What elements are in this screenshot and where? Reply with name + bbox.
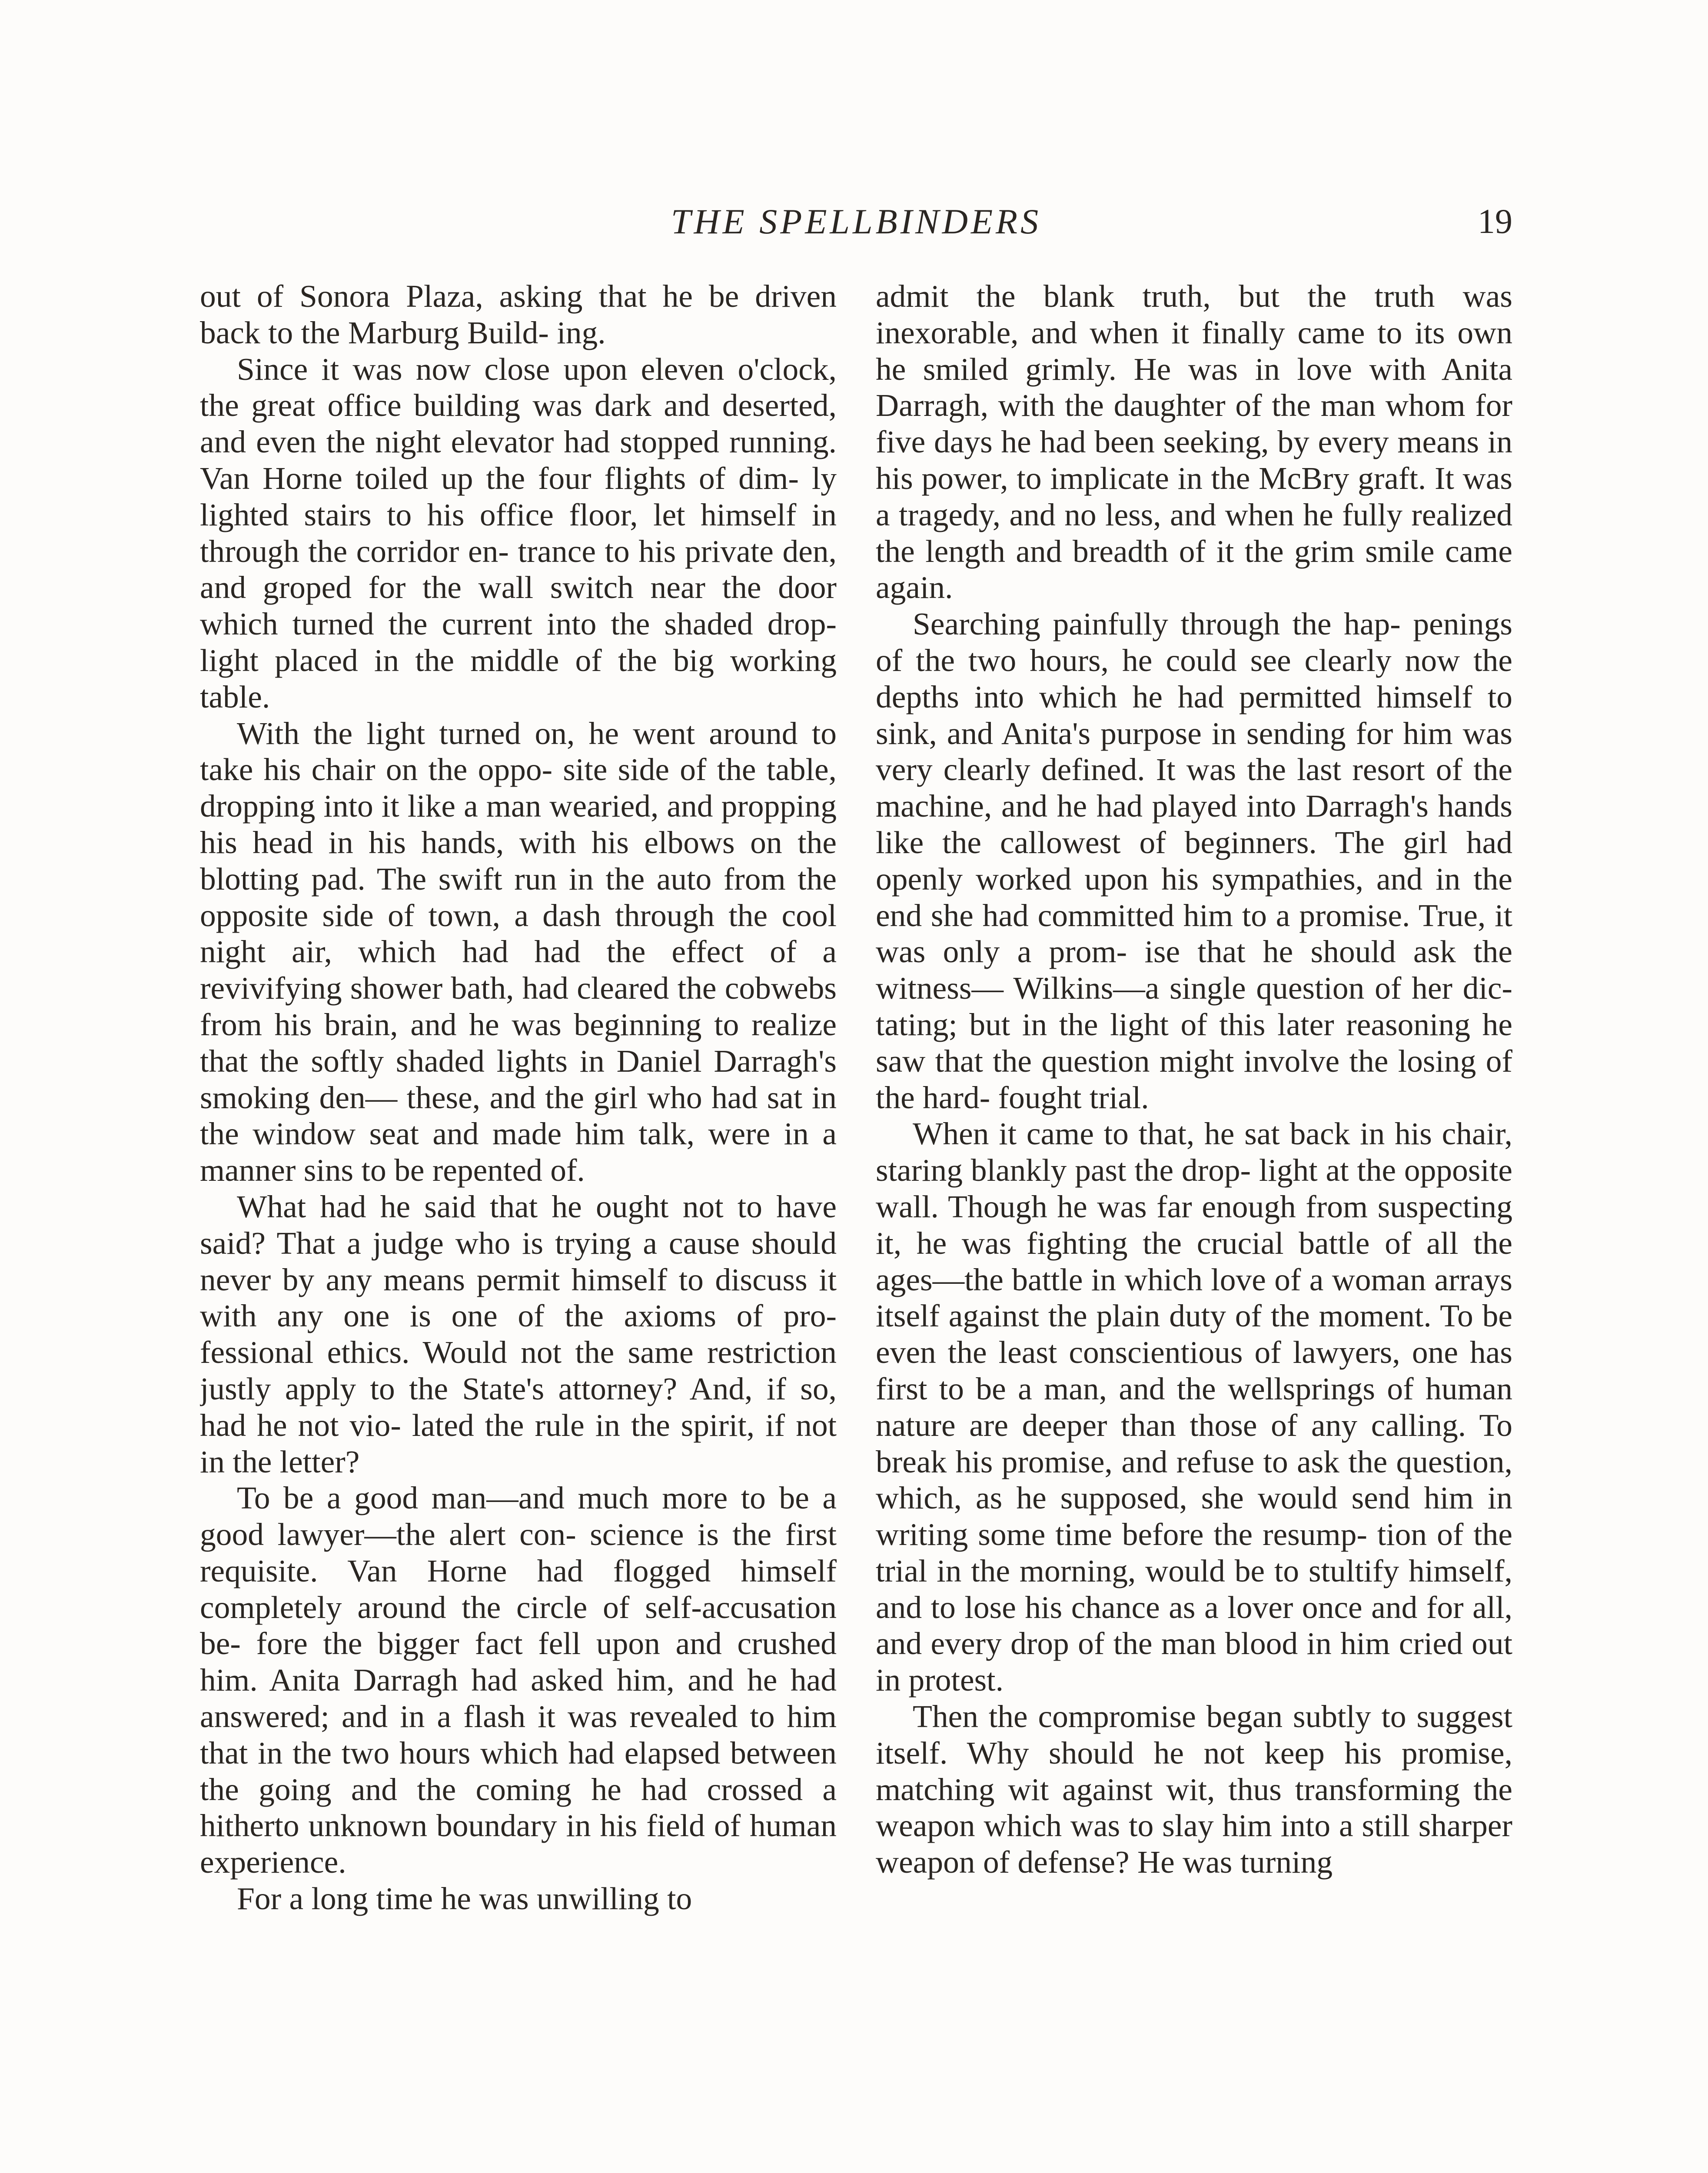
page-number: 19 — [1478, 203, 1512, 241]
paragraph: Searching painfully through the hap- penings of the two hours, he could see clearly now the depths into which he had permitted himself to sink, and Anita's purpose in sending for him was very clearly defined. It was the last resort of the machine, and he had played into Darragh's hands like the callowest of beginners. The girl had openly worked upon his sympathies, and in the end she had committed him to a promise. True, it was only a prom- ise that he should ask the witness— Wilkins—a single question of her dic- tating; but in the light of this later reasoning he saw that the question might involve the losing of the hard- fought trial. — [876, 606, 1512, 1115]
paragraph: Since it was now close upon eleven o'clock, the great office building was dark and deserted, and even the night elevator had stopped running. Van Horne toiled up the four flights of dim- ly lighted stairs to his office floor, let himself in through the corridor en- trance to his private den, and groped for the wall switch near the door which turned the current into the shaded drop- light placed in the middle of the big working table. — [200, 351, 837, 714]
paragraph: To be a good man—and much more to be a good lawyer—the alert con- science is the first requisite. Van Horne had flogged himself completely around the circle of self-accusation be- fore the bigger fact fell upon and crushed him. Anita Darragh had asked him, and he had answered; and in a flash it was revealed to him that in the two hours which had elapsed between the going and the coming he had crossed a hitherto unknown boundary in his field of human experience. — [200, 1480, 837, 1880]
paragraph: out of Sonora Plaza, asking that he be driven back to the Marburg Build- ing. — [200, 279, 837, 350]
paragraph: admit the blank truth, but the truth was inexorable, and when it finally came to its own he smiled grimly. He was in love with Anita Darragh, with the daughter of the man whom for five days he had been seeking, by every means in his power, to implicate in the McBry graft. It was a tragedy, and no less, and when he fully realized the length and breadth of it the grim smile came again. — [876, 279, 1512, 605]
right-column — [876, 278, 1512, 2173]
paragraph: Then the compromise began subtly to suggest itself. Why should he not keep his promise, matching wit against wit, thus transforming the weapon which was to slay him into a still sharper weapon of defense? He was turning — [876, 1699, 1512, 1880]
paragraph: For a long time he was unwilling to — [237, 1881, 692, 1917]
running-title: THE SPELLBINDERS — [671, 202, 1042, 241]
left-column — [200, 278, 837, 2173]
page-header — [200, 198, 1512, 254]
paragraph: When it came to that, he sat back in his chair, staring blankly past the drop- light at the opposite wall. Though he was far enough from suspecting it, he was fighting the crucial battle of all the ages—the battle in which love of a woman arrays itself against the plain duty of the moment. To be even the least conscientious of lawyers, one has first to be a man, and the wellsprings of human nature are deeper than those of any calling. To break his promise, and refuse to ask the question, which, as he supposed, she would send him in writing some time before the resump- tion of the trial in the morning, would be to stultify himself, and to lose his chance as a lover once and for all, and every drop of the man blood in him cried out in protest. — [876, 1116, 1512, 1698]
paragraph: What had he said that he ought not to have said? That a judge who is trying a cause should never by any means permit himself to discuss it with any one is one of the axioms of pro- fessional ethics. Would not the same restriction justly apply to the State's attorney? And, if so, had he not vio- lated the rule in the spirit, if not in the letter? — [200, 1189, 837, 1479]
paragraph: With the light turned on, he went around to take his chair on the oppo- site side of the table, dropping into it like a man wearied, and propping his head in his hands, with his elbows on the blotting pad. The swift run in the auto from the opposite side of town, a dash through the cool night air, which had had the effect of a revivifying shower bath, had cleared the cobwebs from his brain, and he was beginning to realize that the softly shaded lights in Daniel Darragh's smoking den— these, and the girl who had sat in the window seat and made him talk, were in a manner sins to be repented of. — [200, 715, 837, 1188]
